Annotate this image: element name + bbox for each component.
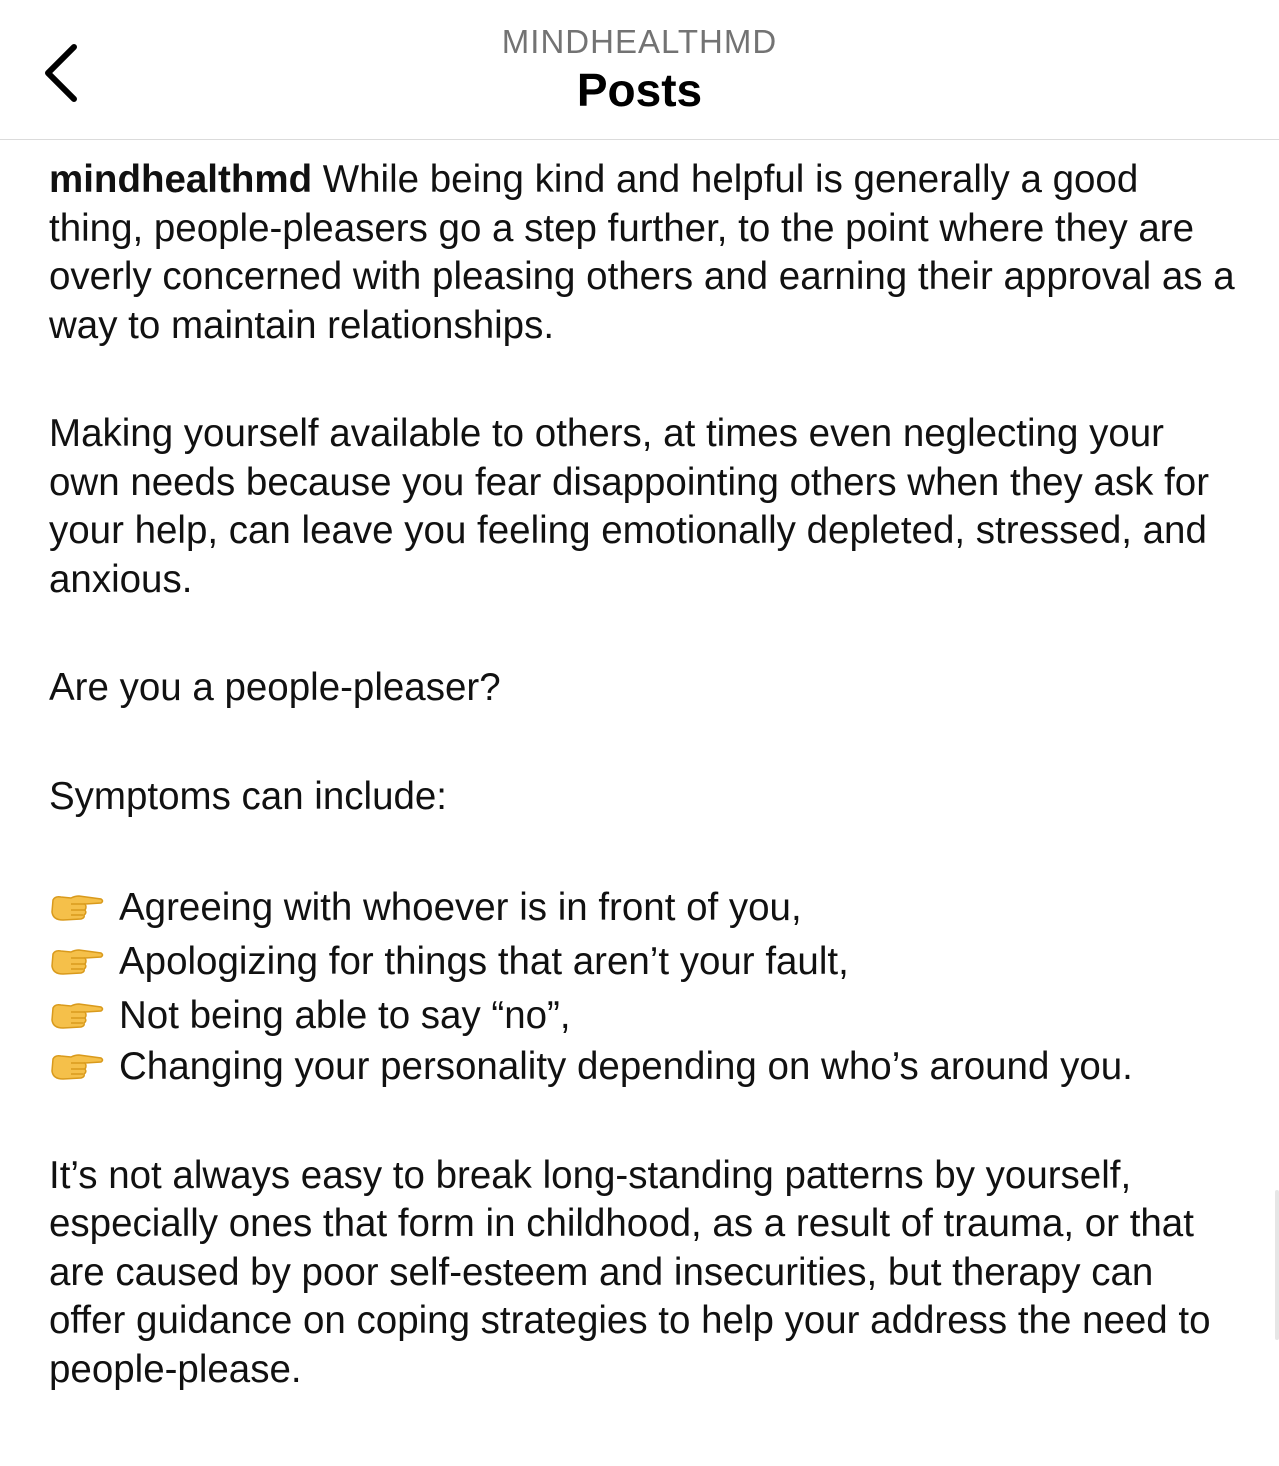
pointing-right-hand-icon bbox=[49, 1049, 105, 1083]
symptom-text: Agreeing with whoever is in front of you, bbox=[119, 886, 802, 929]
caption-question: Are you a people-pleaser? bbox=[49, 666, 501, 709]
symptoms-list bbox=[49, 881, 1239, 1092]
caption-paragraph-2: Making yourself available to others, at times even neglecting your own needs because you fear disappointing others when they ask for your help, can leave you feeling emotionally depleted, stressed, and anxious. bbox=[49, 412, 1210, 601]
account-name: MINDHEALTHMD bbox=[501, 23, 778, 60]
top-nav-bar bbox=[0, 0, 1279, 140]
list-item bbox=[49, 881, 1239, 935]
list-item bbox=[49, 1043, 1239, 1092]
symptom-text: Not being able to say “no”, bbox=[119, 994, 571, 1037]
symptom-text: Apologizing for things that aren’t your fault, bbox=[119, 940, 849, 983]
pointing-right-hand-icon bbox=[49, 998, 105, 1032]
caption-closing: It’s not always easy to break long-standing patterns by yourself, especially ones that form in childhood, as a result of trauma, or that are caused by poor self-esteem and insecurities, but therapy can offer guidance on coping strategies to help your address the need to people-please. bbox=[49, 1153, 1211, 1391]
post-caption bbox=[49, 156, 1239, 1454]
list-item bbox=[49, 935, 1239, 989]
username-link[interactable]: mindhealthmd bbox=[49, 158, 313, 201]
header-titles bbox=[0, 22, 1279, 118]
pointing-right-hand-icon bbox=[49, 890, 105, 924]
caption-symptoms-intro: Symptoms can include: bbox=[49, 774, 448, 818]
list-item bbox=[49, 989, 1239, 1043]
page-title: Posts bbox=[576, 64, 703, 116]
scrollbar[interactable] bbox=[1275, 1190, 1279, 1340]
symptom-text: Changing your personality depending on who’s around you. bbox=[119, 1045, 1133, 1088]
pointing-right-hand-icon bbox=[49, 944, 105, 978]
caption-paragraph-1 bbox=[49, 156, 1239, 350]
caption-text-1: While being kind and helpful is generally a good thing, people-pleasers go a step further, to the point where they are overly concerned with pleasing others and earning their approval as a way to maintain relationships. bbox=[49, 158, 1235, 347]
